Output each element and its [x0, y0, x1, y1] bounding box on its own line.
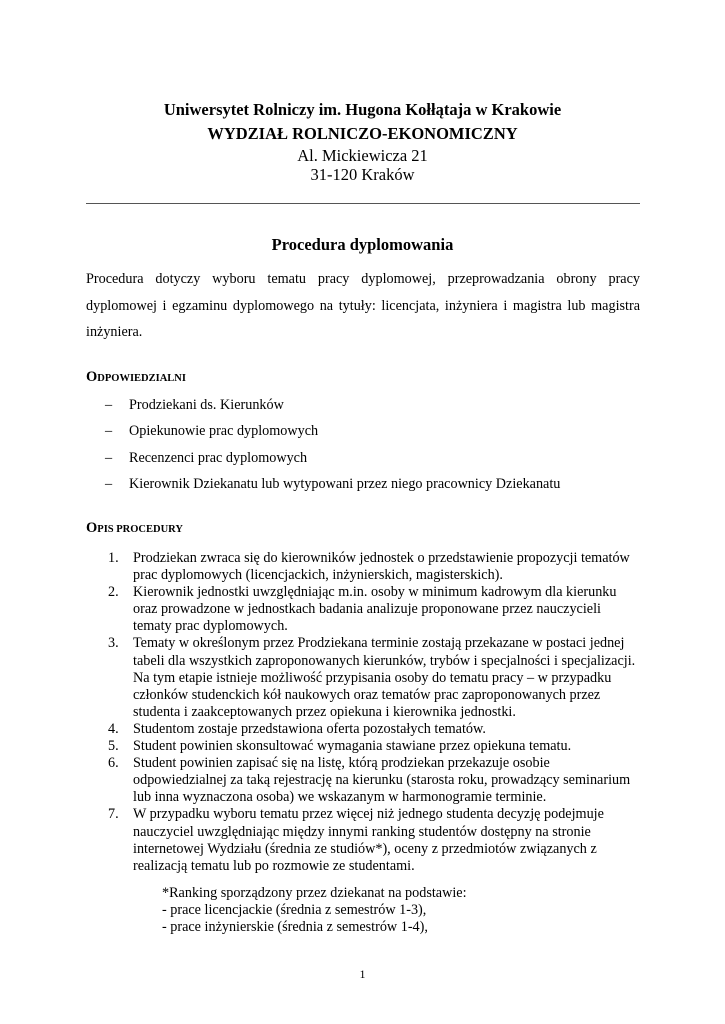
step-number: 5. — [108, 738, 119, 755]
procedure-step — [108, 721, 640, 738]
procedure-heading-rest: PIS PROCEDURY — [97, 524, 183, 535]
step-number: 1. — [108, 550, 119, 566]
responsible-heading-rest: DPOWIEDZIALNI — [97, 373, 186, 384]
faculty-name: WYDZIAŁ ROLNICZO-EKONOMICZNY — [207, 124, 518, 143]
step-number: 2. — [108, 584, 119, 601]
list-item: – Recenzenci prac dyplomowych — [86, 449, 640, 475]
procedure-heading-initial: O — [86, 520, 98, 536]
page-number: 1 — [359, 967, 366, 981]
step-number: 7. — [108, 806, 119, 823]
header-divider — [86, 203, 640, 204]
ranking-note — [162, 885, 467, 937]
university-name: Uniwersytet Rolniczy im. Hugona Kołłątaja w Krakowie — [163, 100, 562, 119]
step-text: Studentom zostaje przedstawiona oferta pozostałych tematów. — [133, 720, 486, 737]
ranking-note-line: - prace inżynierskie (średnia z semestrów 1-4), — [162, 919, 428, 936]
intro-paragraph: Procedura dotyczy wyboru tematu pracy dyplomowej, przeprowadzania obrony pracy dyplomowej i egzaminu dyplomowego na tytuły: licencjata, inżyniera i magistra lub magistra inżyniera. — [86, 271, 640, 340]
procedure-step — [108, 806, 640, 874]
ranking-note-line: *Ranking sporządzony przez dziekanat na podstawie: — [162, 885, 467, 901]
list-item: – Prodziekani ds. Kierunków — [86, 396, 640, 422]
procedure-step — [108, 738, 640, 755]
procedure-steps — [108, 550, 640, 875]
procedure-step — [108, 755, 640, 806]
step-text: Student powinien zapisać się na listę, którą prodziekan przekazuje osobie odpowiedzialnej za taką rejestrację na kierunku (starosta roku, prowadzący seminarium lub inna wyznaczona osoba) we wskazanym w harmonogramie terminie. — [133, 755, 631, 806]
step-number: 4. — [108, 720, 119, 737]
responsible-heading — [86, 369, 186, 386]
ranking-note-line: - prace licencjackie (średnia z semestrów 1-3), — [162, 902, 427, 919]
procedure-heading — [86, 520, 183, 537]
step-text: Tematy w określonym przez Prodziekana terminie zostają przekazane w postaci jednej tabeli dla wszystkich zaproponowanych kierunków, trybów i specjalności i specjalizacji. Na tym etapie istnieje możliwość przypisania osoby do tematu pracy – w przypadku członków studenckich kół naukowych oraz tematów prac zaproponowanych przez studenta i zaakceptowanych przez opiekuna i kierownika jednostki. — [133, 635, 636, 720]
street-address: Al. Mickiewicza 21 — [297, 146, 428, 165]
city-address: 31-120 Kraków — [310, 165, 415, 184]
procedure-step — [108, 550, 640, 584]
step-text: Student powinien skonsultować wymagania stawiane przez opiekuna tematu. — [133, 738, 572, 755]
procedure-step — [108, 584, 640, 635]
procedure-step — [108, 635, 640, 720]
step-text: Kierownik jednostki uwzględniając m.in. osoby w minimum kadrowym dla kierunku oraz prowadzone w jednostkach badania analizuje proponowane przez nauczycieli tematy prac dyplomowych. — [133, 584, 617, 635]
list-item: – Opiekunowie prac dyplomowych — [86, 422, 640, 448]
step-number: 3. — [108, 635, 119, 652]
list-item: – Kierownik Dziekanatu lub wytypowani przez niego pracownicy Dziekanatu — [86, 475, 640, 501]
responsible-heading-initial: O — [86, 369, 98, 385]
step-text: Prodziekan zwraca się do kierowników jednostek o przedstawienie propozycji tematów prac dyplomowych (licencjackich, inżynierskich, magisterskich). — [133, 550, 630, 584]
responsible-list — [86, 396, 640, 501]
document-title: Procedura dyplomowania — [271, 235, 454, 254]
step-number: 6. — [108, 755, 119, 772]
step-text: W przypadku wyboru tematu przez więcej niż jednego studenta decyzję podejmuje nauczyciel uwzględniając między innymi ranking studentów dostępny na stronie internetowej Wydziału (średnia ze studiów*), oceny z przedmiotów związanych z realizacją tematu lub po rozmowie ze studentami. — [133, 806, 604, 874]
